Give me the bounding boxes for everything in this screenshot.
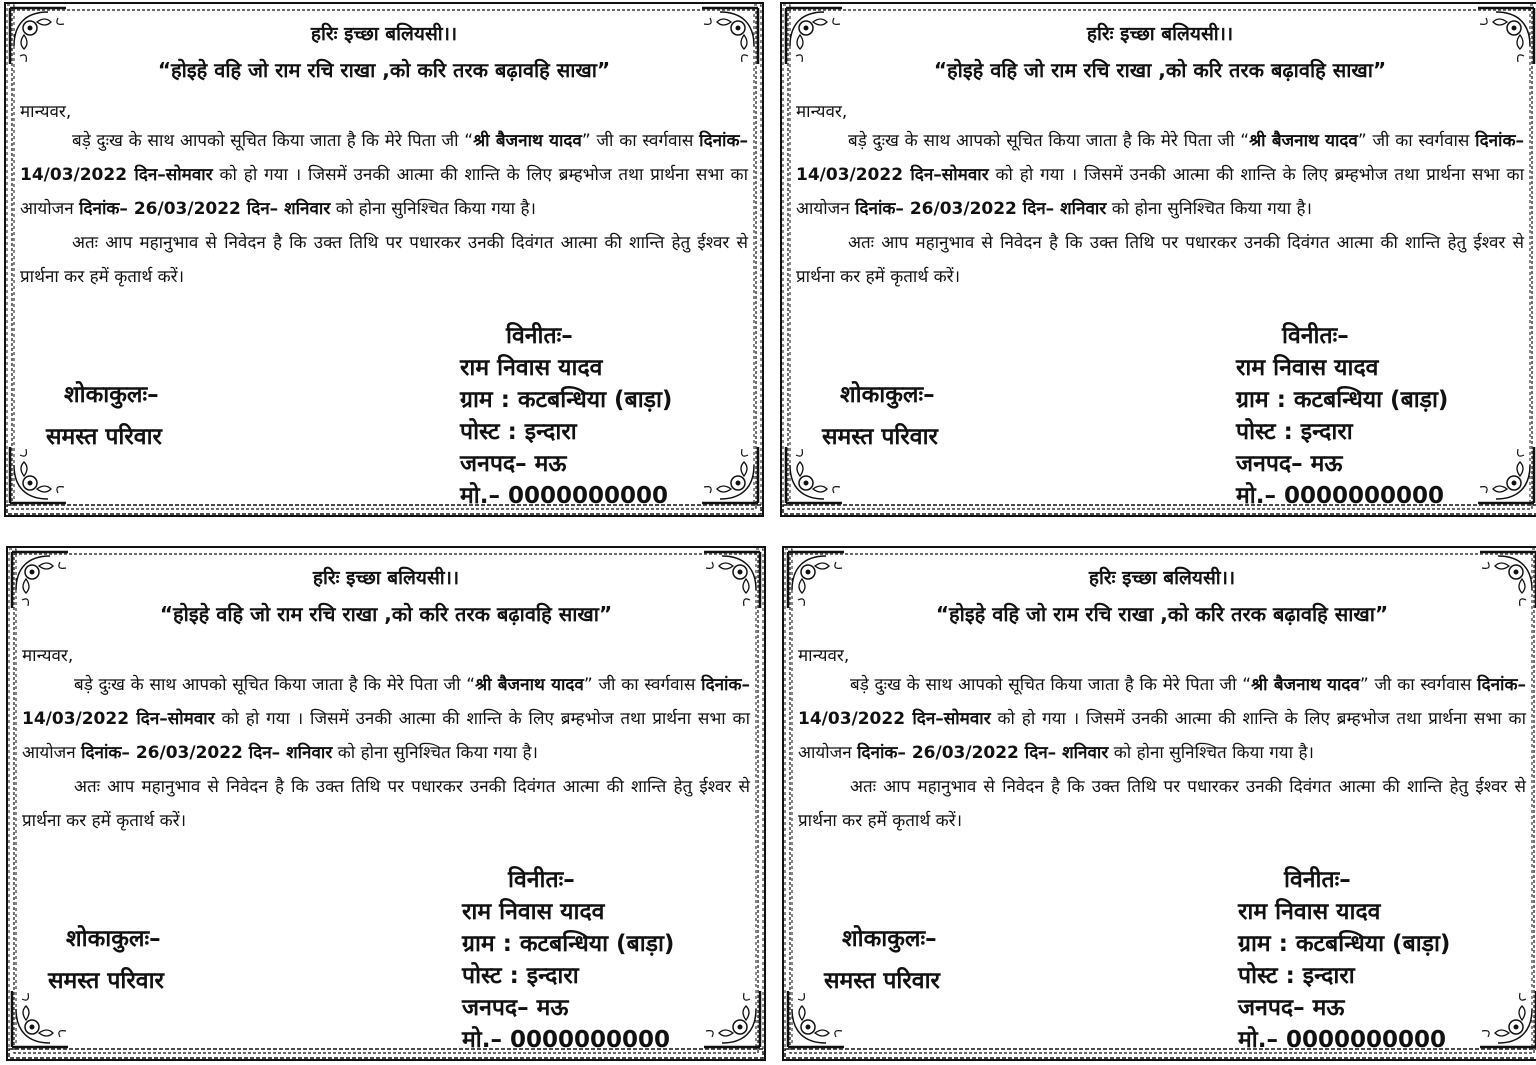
sender-block bbox=[1236, 320, 1498, 512]
chain-border-right bbox=[756, 549, 763, 1049]
request-paragraph: अतः आप महानुभाव से निवेदन है कि उक्त तिथि पर पधारकर उनकी दिवंगत आत्मा की शान्ति हेतु ईश्वर से प्रार्थना कर हमें कृतार्थ करें। bbox=[20, 233, 748, 287]
griever-label: शोकाकुलः– bbox=[842, 926, 937, 952]
demise-date: दिनांक– 14/03/2022 दिन–सोमवार bbox=[20, 131, 748, 185]
salutation: मान्यवर, bbox=[20, 102, 72, 122]
sender-post: पोस्ट : इन्दारा bbox=[1238, 963, 1355, 989]
vinit-label: विनीतः– bbox=[506, 323, 573, 349]
announcement-paragraph bbox=[20, 124, 748, 226]
paragraph-text: को हो गया । जिसमें उनकी आत्मा की शान्ति के लिए ब्रम्हभोज तथा प्रार्थना सभा का आयोजन bbox=[798, 709, 1527, 763]
chain-border-left bbox=[9, 549, 16, 1049]
salutation: मान्यवर, bbox=[798, 646, 850, 666]
sender-district: जनपद– मऊ bbox=[1238, 995, 1345, 1021]
sender-district: जनपद– मऊ bbox=[1236, 451, 1343, 477]
griever-label: शोकाकुलः– bbox=[64, 382, 159, 408]
paragraph-text: को हो गया । जिसमें उनकी आत्मा की शान्ति के लिए ब्रम्हभोज तथा प्रार्थना सभा का आयोजन bbox=[20, 165, 749, 219]
sender-village: ग्राम : कटबन्धिया (बाड़ा) bbox=[462, 931, 675, 957]
request-paragraph: अतः आप महानुभाव से निवेदन है कि उक्त तिथि पर पधारकर उनकी दिवंगत आत्मा की शान्ति हेतु ईश्वर से प्रार्थना कर हमें कृतार्थ करें। bbox=[22, 777, 750, 831]
paragraph-text: ” जी का स्वर्गवास bbox=[1357, 131, 1476, 151]
card-content bbox=[798, 560, 1527, 1053]
demise-date: दिनांक– 14/03/2022 दिन–सोमवार bbox=[796, 131, 1524, 185]
quote-line: “होइहे वहि जो राम रचि राखा ,को करि तरक बढ़ावहि साखा” bbox=[935, 602, 1389, 626]
deceased-name: श्री बैजनाथ यादव bbox=[473, 131, 582, 151]
griever-block bbox=[48, 918, 164, 1002]
vinit-label: विनीतः– bbox=[508, 867, 575, 893]
sender-block bbox=[460, 320, 722, 512]
ceremony-date: दिनांक– 26/03/2022 दिन– शनिवार bbox=[81, 743, 333, 763]
chain-border-left bbox=[783, 5, 790, 505]
griever-block bbox=[822, 374, 938, 458]
deceased-name: श्री बैजनाथ यादव bbox=[475, 675, 584, 695]
griever-name: समस्त परिवार bbox=[48, 968, 164, 994]
vinit-label: विनीतः– bbox=[1284, 867, 1351, 893]
sender-mobile: मो.– 0000000000 bbox=[1238, 1027, 1446, 1053]
paragraph-text: बड़े दुःख के साथ आपको सूचित किया जाता है कि मेरे पिता जी “ bbox=[848, 131, 1250, 151]
sender-post: पोस्ट : इन्दारा bbox=[462, 963, 579, 989]
card-content bbox=[22, 560, 751, 1053]
condolence-card bbox=[780, 2, 1536, 517]
griever-block bbox=[46, 374, 162, 458]
condolence-card bbox=[4, 2, 764, 517]
paragraph-text: ” जी का स्वर्गवास bbox=[581, 131, 700, 151]
salutation: मान्यवर, bbox=[22, 646, 74, 666]
paragraph-text: बड़े दुःख के साथ आपको सूचित किया जाता है कि मेरे पिता जी “ bbox=[72, 131, 474, 151]
blessing-line: हरिः इच्छा बलियसी।। bbox=[310, 23, 458, 45]
chain-border-right bbox=[1530, 5, 1536, 505]
paragraph-text: को होना सुनिश्चित किया गया है। bbox=[332, 743, 538, 763]
card-content bbox=[796, 16, 1525, 509]
blessing-line: हरिः इच्छा बलियसी।। bbox=[1088, 567, 1236, 589]
chain-border-left bbox=[785, 549, 792, 1049]
blessing-line: हरिः इच्छा बलियसी।। bbox=[1086, 23, 1234, 45]
sender-mobile: मो.– 0000000000 bbox=[462, 1027, 670, 1053]
request-paragraph: अतः आप महानुभाव से निवेदन है कि उक्त तिथि पर पधारकर उनकी दिवंगत आत्मा की शान्ति हेतु ईश्वर से प्रार्थना कर हमें कृतार्थ करें। bbox=[796, 233, 1524, 287]
sender-mobile: मो.– 0000000000 bbox=[460, 483, 668, 509]
sender-name: राम निवास यादव bbox=[1238, 899, 1381, 925]
ceremony-date: दिनांक– 26/03/2022 दिन– शनिवार bbox=[857, 743, 1109, 763]
sender-village: ग्राम : कटबन्धिया (बाड़ा) bbox=[1238, 931, 1451, 957]
paragraph-text: को होना सुनिश्चित किया गया है। bbox=[1108, 743, 1314, 763]
vinit-label: विनीतः– bbox=[1282, 323, 1349, 349]
condolence-card bbox=[6, 546, 766, 1061]
sender-name: राम निवास यादव bbox=[460, 355, 603, 381]
sender-post: पोस्ट : इन्दारा bbox=[460, 419, 577, 445]
chain-border-right bbox=[754, 5, 761, 505]
announcement-paragraph bbox=[796, 124, 1524, 226]
deceased-name: श्री बैजनाथ यादव bbox=[1251, 675, 1360, 695]
chain-border-right bbox=[1532, 549, 1536, 1049]
griever-label: शोकाकुलः– bbox=[66, 926, 161, 952]
sender-post: पोस्ट : इन्दारा bbox=[1236, 419, 1353, 445]
griever-name: समस्त परिवार bbox=[824, 968, 940, 994]
griever-block bbox=[824, 918, 940, 1002]
sender-name: राम निवास यादव bbox=[462, 899, 605, 925]
griever-label: शोकाकुलः– bbox=[840, 382, 935, 408]
demise-date: दिनांक– 14/03/2022 दिन–सोमवार bbox=[22, 675, 750, 729]
blessing-line: हरिः इच्छा बलियसी।। bbox=[312, 567, 460, 589]
sender-block bbox=[1238, 864, 1500, 1056]
griever-name: समस्त परिवार bbox=[822, 424, 938, 450]
sender-mobile: मो.– 0000000000 bbox=[1236, 483, 1444, 509]
sender-block bbox=[462, 864, 724, 1056]
chain-border-left bbox=[7, 5, 14, 505]
demise-date: दिनांक– 14/03/2022 दिन–सोमवार bbox=[798, 675, 1526, 729]
paragraph-text: ” जी का स्वर्गवास bbox=[1359, 675, 1478, 695]
condolence-card bbox=[782, 546, 1536, 1061]
ceremony-date: दिनांक– 26/03/2022 दिन– शनिवार bbox=[855, 199, 1107, 219]
quote-line: “होइहे वहि जो राम रचि राखा ,को करि तरक बढ़ावहि साखा” bbox=[933, 58, 1387, 82]
paragraph-text: बड़े दुःख के साथ आपको सूचित किया जाता है कि मेरे पिता जी “ bbox=[850, 675, 1252, 695]
paragraph-text: को हो गया । जिसमें उनकी आत्मा की शान्ति के लिए ब्रम्हभोज तथा प्रार्थना सभा का आयोजन bbox=[22, 709, 751, 763]
ceremony-date: दिनांक– 26/03/2022 दिन– शनिवार bbox=[79, 199, 331, 219]
card-content bbox=[20, 16, 749, 509]
paragraph-text: को होना सुनिश्चित किया गया है। bbox=[330, 199, 536, 219]
salutation: मान्यवर, bbox=[796, 102, 848, 122]
announcement-paragraph bbox=[798, 668, 1526, 770]
sender-name: राम निवास यादव bbox=[1236, 355, 1379, 381]
request-paragraph: अतः आप महानुभाव से निवेदन है कि उक्त तिथि पर पधारकर उनकी दिवंगत आत्मा की शान्ति हेतु ईश्वर से प्रार्थना कर हमें कृतार्थ करें। bbox=[798, 777, 1526, 831]
paragraph-text: को होना सुनिश्चित किया गया है। bbox=[1106, 199, 1312, 219]
paragraph-text: बड़े दुःख के साथ आपको सूचित किया जाता है कि मेरे पिता जी “ bbox=[74, 675, 476, 695]
sender-village: ग्राम : कटबन्धिया (बाड़ा) bbox=[1236, 387, 1449, 413]
sender-district: जनपद– मऊ bbox=[462, 995, 569, 1021]
griever-name: समस्त परिवार bbox=[46, 424, 162, 450]
quote-line: “होइहे वहि जो राम रचि राखा ,को करि तरक बढ़ावहि साखा” bbox=[157, 58, 611, 82]
announcement-paragraph bbox=[22, 668, 750, 770]
quote-line: “होइहे वहि जो राम रचि राखा ,को करि तरक बढ़ावहि साखा” bbox=[159, 602, 613, 626]
sender-district: जनपद– मऊ bbox=[460, 451, 567, 477]
paragraph-text: ” जी का स्वर्गवास bbox=[583, 675, 702, 695]
sender-village: ग्राम : कटबन्धिया (बाड़ा) bbox=[460, 387, 673, 413]
paragraph-text: को हो गया । जिसमें उनकी आत्मा की शान्ति के लिए ब्रम्हभोज तथा प्रार्थना सभा का आयोजन bbox=[796, 165, 1525, 219]
deceased-name: श्री बैजनाथ यादव bbox=[1249, 131, 1358, 151]
